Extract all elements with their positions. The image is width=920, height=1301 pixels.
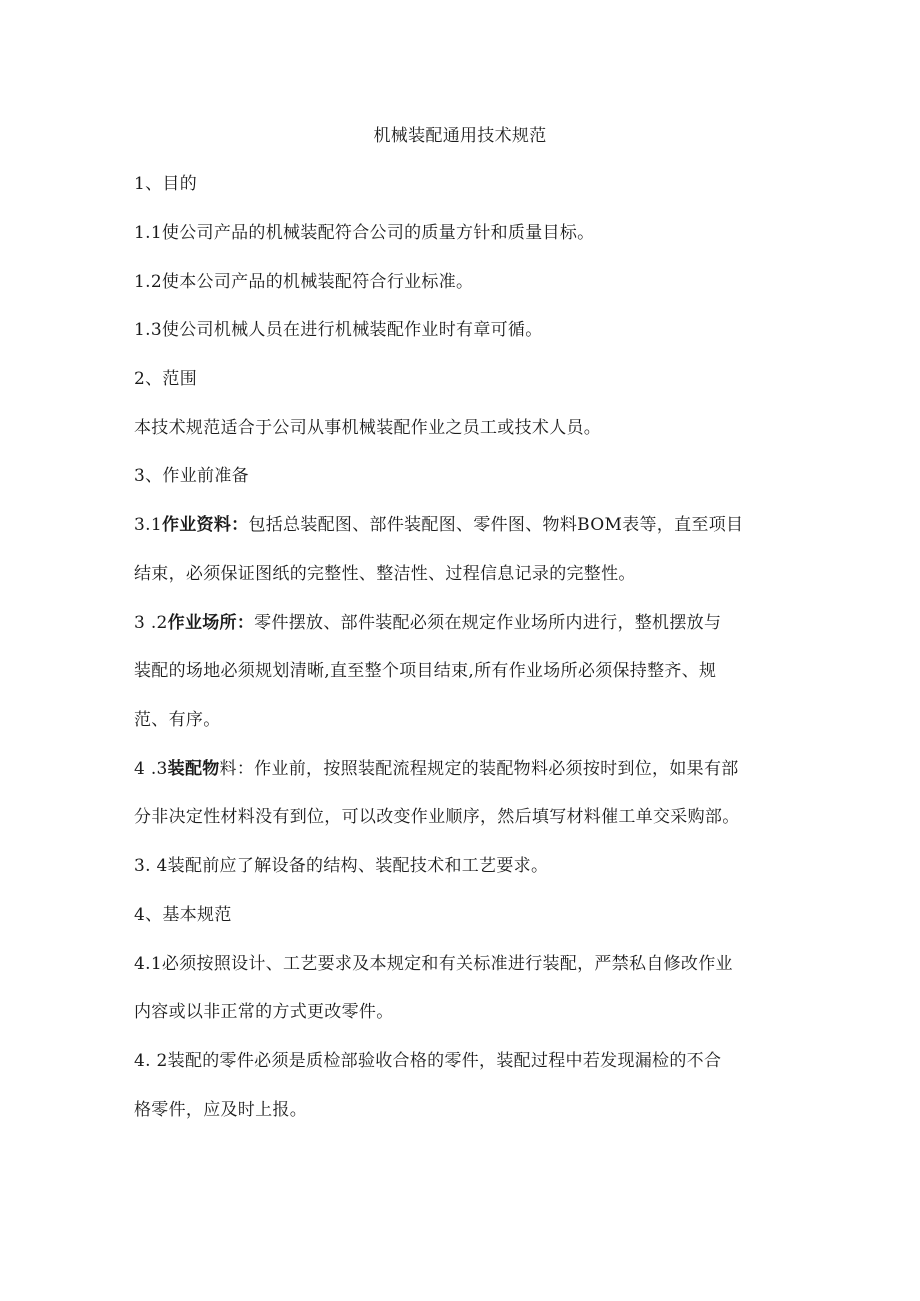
clause-4-2-cont: 格零件，应及时上报。 xyxy=(134,1100,307,1120)
clause-3-1-label: 作业资料： xyxy=(161,515,249,535)
clause-3-3-text-cont: 分非决定性材料没有到位，可以改变作业顺序，然后填写材料催工单交采购部。 xyxy=(134,807,740,827)
clause-3-2-label: 作业场所： xyxy=(167,613,255,633)
clause-3-2-text-cont: 装配的场地必须规划清晰,直至整个项目结束,所有作业场所必须保持整齐、规 xyxy=(134,661,717,681)
clause-4-1-cont: 内容或以非正常的方式更改零件。 xyxy=(134,1002,394,1022)
clause-3-1-text-cont: 结束，必须保证图纸的完整性、整洁性、过程信息记录的完整性。 xyxy=(134,564,636,584)
section-2-heading: 2、范围 xyxy=(134,369,198,389)
clause-3-1-line xyxy=(134,513,743,537)
document-title: 机械装配通用技术规范 xyxy=(373,126,547,146)
clause-4-2: 4. 2装配的零件必须是质检部验收合格的零件，装配过程中若发现漏检的不合 xyxy=(134,1051,722,1071)
section-3-heading: 3、作业前准备 xyxy=(134,466,249,486)
clause-3-4: 3. 4装配前应了解设备的结构、装配技术和工艺要求。 xyxy=(134,856,549,876)
section-4-heading: 4、基本规范 xyxy=(134,905,232,925)
clause-3-3-number: 4 .3 xyxy=(134,759,168,779)
section-2-body: 本技术规范适合于公司从事机械装配作业之员工或技术人员。 xyxy=(134,418,602,438)
clause-3-3-line xyxy=(134,757,739,781)
clause-3-2-text-end: 范、有序。 xyxy=(134,710,221,730)
clause-3-1-number: 3.1 xyxy=(134,515,162,535)
clause-3-3-label: 装配物 xyxy=(167,759,220,779)
clause-3-1-text: 包括总装配图、部件装配图、零件图、物料BOM表等，直至项目 xyxy=(248,515,744,535)
clause-3-2-text: 零件摆放、部件装配必须在规定作业场所内进行，整机摆放与 xyxy=(254,613,722,633)
section-1-heading: 1、目的 xyxy=(134,174,198,194)
clause-3-2-number: 3 .2 xyxy=(134,613,168,633)
clause-1-3: 1.3使公司机械人员在进行机械装配作业时有章可循。 xyxy=(134,320,543,340)
clause-3-3-text: 料：作业前，按照装配流程规定的装配物料必须按时到位，如果有部 xyxy=(219,759,739,779)
clause-1-1: 1.1使公司产品的机械装配符合公司的质量方针和质量目标。 xyxy=(134,223,595,243)
clause-1-2: 1.2使本公司产品的机械装配符合行业标准。 xyxy=(134,272,474,292)
clause-4-1: 4.1必须按照设计、工艺要求及本规定和有关标准进行装配，严禁私自修改作业 xyxy=(134,954,733,974)
clause-3-2-line xyxy=(134,611,721,635)
